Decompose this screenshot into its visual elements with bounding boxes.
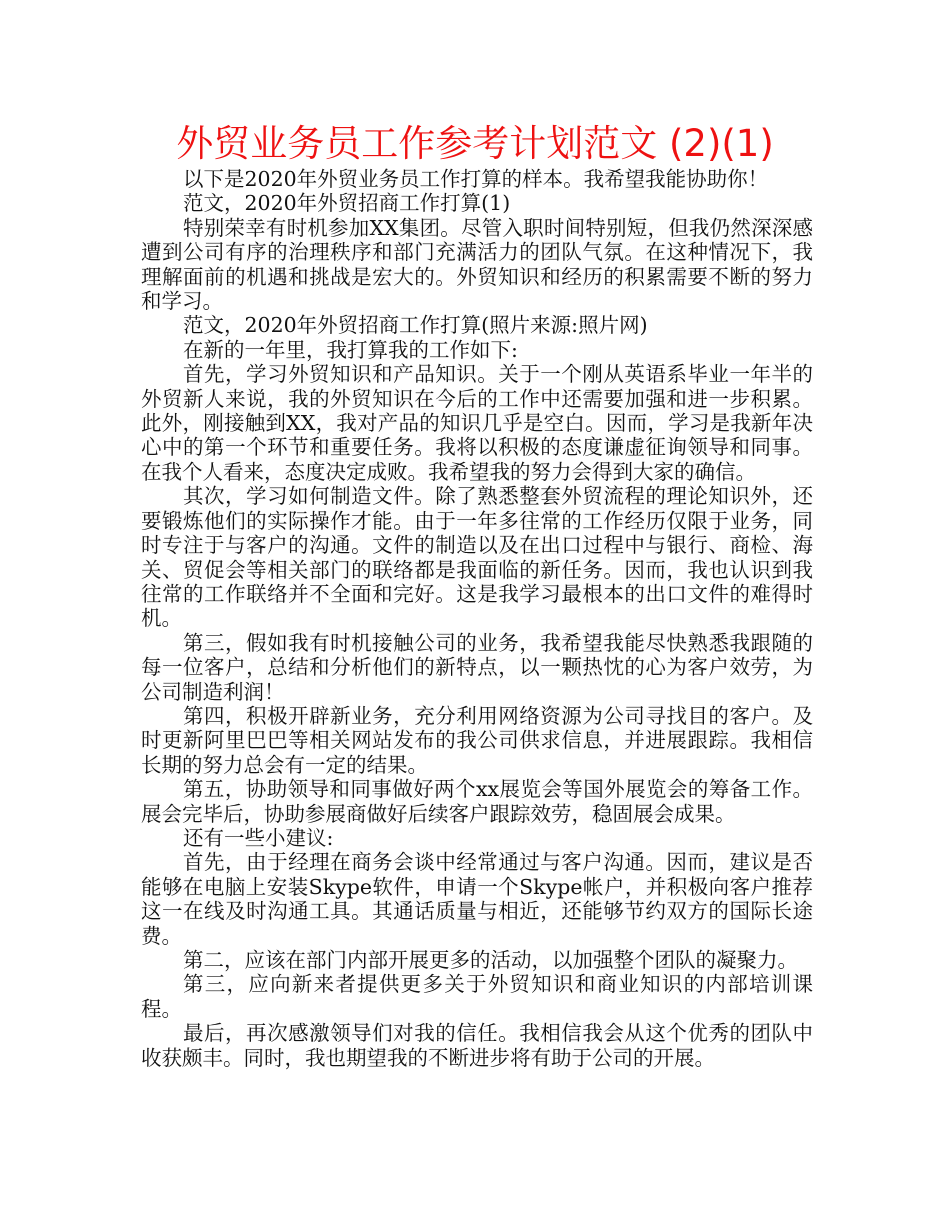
page-title: 外贸业务员工作参考计划范文 (2)(1): [176, 122, 774, 165]
paragraph-7: 其次，学习如何制造文件。除了熟悉整套外贸流程的理论知识外，还要锻炼他们的实际操作才能。由于一年多往常的工作经历仅限于业务，同时专注于与客户的沟通。文件的制造以及在出口过程中与银行、商检、海关、贸促会等相关部门的联络都是我面临的新任务。因而，我也认识到我往常的工作联络并不全面和完好。这是我学习最根本的出口文件的难得时机。: [141, 484, 813, 631]
paragraph-13: 第二，应该在部门内部开展更多的活动，以加强整个团队的凝聚力。: [183, 948, 798, 972]
paragraph-6: 首先，学习外贸知识和产品知识。关于一个刚从英语系毕业一年半的外贸新人来说，我的外贸知识在今后的工作中还需要加强和进一步积累。此外，刚接触到XX，我对产品的知识几乎是空白。因而，学习是我新年决心中的第一个环节和重要任务。我将以积极的态度谦虚征询领导和同事。在我个人看来，态度决定成败。我希望我的努力会得到大家的确信。: [141, 362, 813, 484]
paragraph-5: 在新的一年里，我打算我的工作如下:: [183, 337, 518, 362]
paragraph-1: 以下是2020年外贸业务员工作打算的样本。我希望我能协助你！: [183, 167, 769, 191]
paragraph-4: 范文，2020年外贸招商工作打算(照片来源:照片网): [183, 313, 648, 338]
paragraph-15: 最后，再次感激领导们对我的信任。我相信我会从这个优秀的团队中收获颇丰。同时，我也期望我的不断进步将有助于公司的开展。: [141, 1021, 813, 1070]
paragraph-8: 第三，假如我有时机接触公司的业务，我希望我能尽快熟悉我跟随的每一位客户，总结和分析他们的新特点，以一颗热忱的心为客户效劳，为公司制造利润！: [141, 630, 813, 704]
paragraph-9: 第四，积极开辟新业务，充分利用网络资源为公司寻找目的客户。及时更新阿里巴巴等相关网站发布的我公司供求信息，并进展跟踪。我相信长期的努力总会有一定的结果。: [141, 703, 813, 777]
paragraph-10: 第五，协助领导和同事做好两个xx展览会等国外展览会的筹备工作。展会完毕后，协助参展商做好后续客户跟踪效劳，稳固展会成果。: [141, 777, 813, 826]
paragraph-3: 特别荣幸有时机参加XX集团。尽管入职时间特别短，但我仍然深深感遭到公司有序的治理秩序和部门充满活力的团队气氛。在这种情况下，我理解面前的机遇和挑战是宏大的。外贸知识和经历的积累需要不断的努力和学习。: [141, 215, 813, 314]
document-body: [141, 167, 813, 1070]
paragraph-11: 还有一些小建议:: [183, 825, 334, 850]
paragraph-14: 第三，应向新来者提供更多关于外贸知识和商业知识的内部培训课程。: [141, 972, 813, 1021]
paragraph-2: 范文，2020年外贸招商工作打算(1): [183, 191, 511, 216]
paragraph-12: 首先，由于经理在商务会谈中经常通过与客户沟通。因而，建议是否能够在电脑上安装Skype软件，申请一个Skype帐户，并积极向客户推荐这一在线及时沟通工具。其通话质量与相近，还能够节约双方的国际长途费。: [141, 850, 813, 948]
